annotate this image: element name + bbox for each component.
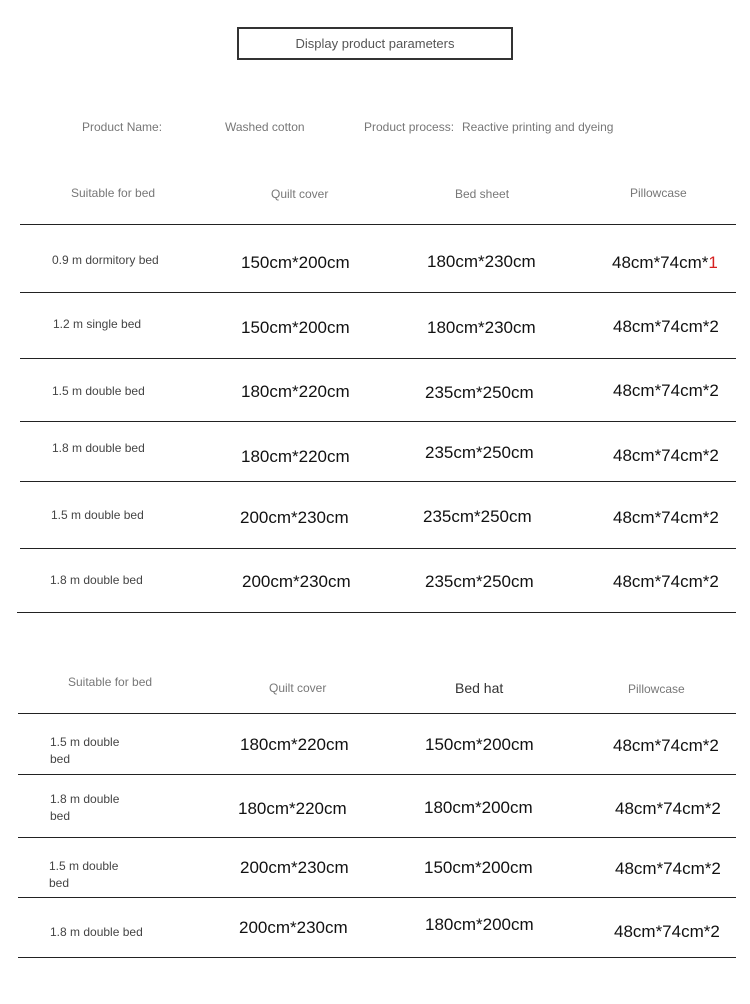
t1-header-sheet: Bed sheet	[455, 187, 510, 201]
bed-size: 1.8 m double bed	[52, 441, 145, 455]
bed-size: 0.9 m dormitory bed	[52, 253, 159, 267]
t2-header-bed: Suitable for bed	[68, 675, 153, 689]
t2-header-bedhat: Bed hat	[455, 680, 504, 696]
row-divider	[20, 292, 736, 293]
bed-sheet-size: 235cm*250cm	[425, 383, 534, 402]
bed-size: 1.8 m double bed	[50, 925, 143, 939]
pillowcase-size: 48cm*74cm*2	[613, 572, 719, 591]
product-process-label: Product process:	[364, 120, 455, 134]
bed-sheet-size: 235cm*250cm	[425, 572, 534, 591]
product-name-value: Washed cotton	[225, 120, 305, 134]
bed-sheet-size: 180cm*230cm	[427, 252, 536, 271]
pillowcase-size: 48cm*74cm*2	[613, 381, 719, 400]
pillowcase-size: 48cm*74cm*2	[613, 446, 719, 465]
bed-hat-size: 180cm*200cm	[425, 915, 534, 934]
bed-size: 1.8 m double bed	[50, 792, 120, 823]
t2-divider	[18, 713, 736, 714]
row-divider	[20, 358, 736, 359]
bed-sheet-size: 235cm*250cm	[423, 507, 532, 526]
bed-size: 1.5 m double bed	[49, 859, 119, 890]
row-divider	[18, 897, 736, 898]
pillowcase-size: 48cm*74cm*2	[613, 736, 719, 755]
product-process-value: Reactive printing and dyeing	[462, 120, 614, 134]
bed-size: 1.8 m double bed	[50, 573, 143, 587]
bed-hat-size: 180cm*200cm	[424, 798, 533, 817]
bed-hat-size: 150cm*200cm	[425, 735, 534, 754]
bed-sheet-size: 235cm*250cm	[425, 443, 534, 462]
bed-hat-size: 150cm*200cm	[424, 858, 533, 877]
t1-divider	[20, 224, 736, 225]
row-divider	[17, 612, 736, 613]
bed-size: 1.5 m double bed	[52, 384, 145, 398]
quilt-cover-size: 180cm*220cm	[241, 382, 350, 401]
row-divider	[18, 957, 736, 958]
page-title: Display product parameters	[237, 27, 513, 60]
bed-size: 1.5 m double bed	[50, 735, 120, 766]
quilt-cover-size: 180cm*220cm	[238, 799, 347, 818]
row-divider	[20, 548, 736, 549]
t2-header-quilt: Quilt cover	[269, 681, 327, 695]
pillowcase-size: 48cm*74cm*2	[613, 317, 719, 336]
pillowcase-size: 48cm*74cm*2	[615, 859, 721, 878]
quilt-cover-size: 180cm*220cm	[240, 735, 349, 754]
row-divider	[20, 421, 736, 422]
row-divider	[18, 774, 736, 775]
bed-size: 1.5 m double bed	[51, 508, 144, 522]
pillowcase-size: 48cm*74cm*1	[612, 253, 718, 272]
pillowcase-size: 48cm*74cm*2	[615, 799, 721, 818]
pillowcase-size: 48cm*74cm*2	[613, 508, 719, 527]
t1-header-quilt: Quilt cover	[271, 187, 329, 201]
row-divider	[18, 837, 736, 838]
quilt-cover-size: 150cm*200cm	[241, 318, 350, 337]
t1-header-bed: Suitable for bed	[71, 186, 156, 200]
product-name-label: Product Name:	[82, 120, 163, 134]
bed-sheet-size: 180cm*230cm	[427, 318, 536, 337]
quilt-cover-size: 180cm*220cm	[241, 447, 350, 466]
quilt-cover-size: 200cm*230cm	[240, 858, 349, 877]
t2-header-pillow: Pillowcase	[628, 682, 685, 696]
quilt-cover-size: 200cm*230cm	[239, 918, 348, 937]
t1-header-pillow: Pillowcase	[630, 186, 687, 200]
row-divider	[20, 481, 736, 482]
pillowcase-size: 48cm*74cm*2	[614, 922, 720, 941]
quilt-cover-size: 200cm*230cm	[240, 508, 349, 527]
quilt-cover-size: 200cm*230cm	[242, 572, 351, 591]
quilt-cover-size: 150cm*200cm	[241, 253, 350, 272]
bed-size: 1.2 m single bed	[53, 317, 142, 331]
